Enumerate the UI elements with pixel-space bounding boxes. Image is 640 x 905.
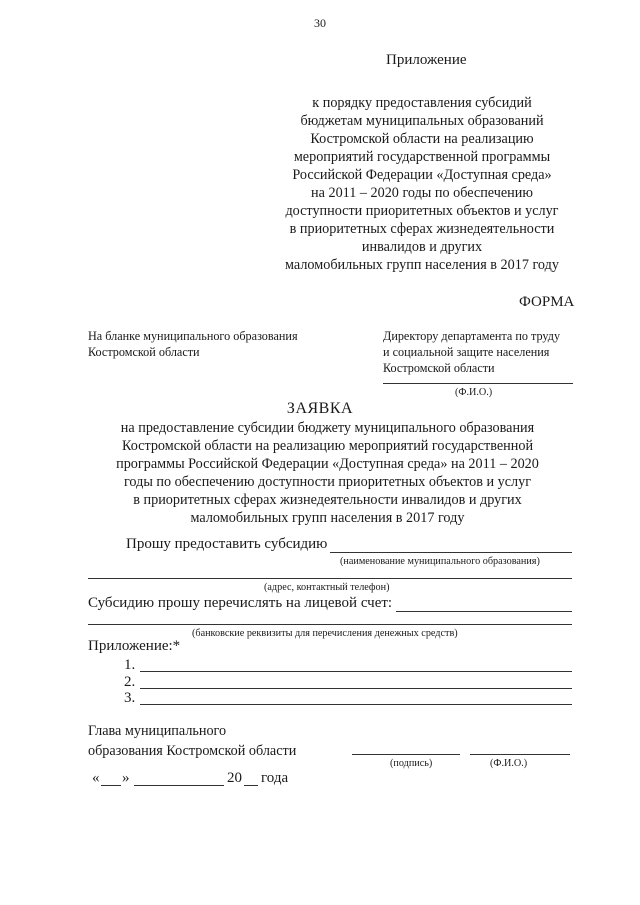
appendix-line: Костромской области на реализацию xyxy=(310,131,534,147)
blank-note xyxy=(88,328,298,360)
attachment-number: 1. xyxy=(124,657,136,673)
attachments-label: Приложение:* xyxy=(88,638,181,654)
document-subtitle xyxy=(80,419,575,527)
addressee-line: и социальной защите населения xyxy=(383,345,550,359)
appendix-line: Российской Федерации «Доступная среда» xyxy=(292,167,552,183)
blank-note-line: На бланке муниципального образования xyxy=(88,329,298,343)
addressee-line: Костромской области xyxy=(383,361,495,375)
date-year-word: года xyxy=(261,770,289,786)
address-caption: (адрес, контактный телефон) xyxy=(264,582,390,593)
appendix-line: доступности приоритетных объектов и услуг xyxy=(285,203,559,219)
appendix-line: маломобильных групп населения в 2017 году xyxy=(285,257,559,273)
subtitle-line: годы по обеспечению доступности приоритетных объектов и услуг xyxy=(123,474,532,490)
address-field[interactable] xyxy=(88,578,572,579)
head-name-field[interactable] xyxy=(470,754,570,755)
addressee-fio-line[interactable] xyxy=(383,383,573,384)
subtitle-line: маломобильных групп населения в 2017 году xyxy=(190,510,465,526)
appendix-heading: Приложение xyxy=(386,52,467,68)
request-text: Прошу предоставить субсидию xyxy=(126,536,328,552)
municipality-field[interactable] xyxy=(330,552,572,553)
attachment-number: 2. xyxy=(124,674,136,690)
date-year-field[interactable] xyxy=(244,785,258,786)
attachment-field[interactable] xyxy=(140,671,572,672)
attachment-field[interactable] xyxy=(140,704,572,705)
appendix-line: инвалидов и других xyxy=(361,239,483,255)
account-field[interactable] xyxy=(396,611,572,612)
subtitle-line: Костромской области на реализацию мероприятий государственной xyxy=(121,438,534,454)
date-day-field[interactable] xyxy=(101,785,121,786)
head-title-line: образования Костромской области xyxy=(88,743,297,759)
head-title-line: Глава муниципального xyxy=(88,723,227,739)
addressee-block xyxy=(383,328,560,376)
bank-details-field[interactable] xyxy=(88,624,572,625)
signature-field[interactable] xyxy=(352,754,460,755)
appendix-line: бюджетам муниципальных образований xyxy=(300,113,544,129)
form-label: ФОРМА xyxy=(519,294,575,310)
date-close-quote: » xyxy=(122,770,130,786)
head-title xyxy=(88,721,296,761)
attachment-field[interactable] xyxy=(140,688,572,689)
document-title: ЗАЯВКА xyxy=(286,400,354,417)
page-number: 30 xyxy=(314,16,326,30)
date-century: 20 xyxy=(227,770,242,786)
appendix-line: к порядку предоставления субсидий xyxy=(312,95,532,111)
appendix-line: мероприятий государственной программы xyxy=(293,149,551,165)
head-name-caption: (Ф.И.О.) xyxy=(490,758,528,769)
blank-note-line: Костромской области xyxy=(88,345,200,359)
appendix-line: на 2011 – 2020 годы по обеспечению xyxy=(311,185,533,201)
attachment-number: 3. xyxy=(124,690,136,706)
addressee-fio-caption: (Ф.И.О.) xyxy=(455,387,493,398)
appendix-line: в приоритетных сферах жизнедеятельности xyxy=(289,221,555,237)
signature-caption: (подпись) xyxy=(390,758,433,769)
date-month-field[interactable] xyxy=(134,785,224,786)
appendix-reference xyxy=(252,94,592,274)
date-open-quote: « xyxy=(92,770,100,786)
bank-details-caption: (банковские реквизиты для перечисления денежных средств) xyxy=(192,628,458,639)
municipality-caption: (наименование муниципального образования) xyxy=(340,556,540,567)
subtitle-line: в приоритетных сферах жизнедеятельности инвалидов и других xyxy=(133,492,522,508)
subtitle-line: программы Российской Федерации «Доступная среда» на 2011 – 2020 xyxy=(116,456,539,472)
subtitle-line: на предоставление субсидии бюджету муниципального образования xyxy=(120,420,535,436)
transfer-text: Субсидию прошу перечислять на лицевой счет: xyxy=(88,595,393,611)
addressee-line: Директору департамента по труду xyxy=(383,329,561,343)
